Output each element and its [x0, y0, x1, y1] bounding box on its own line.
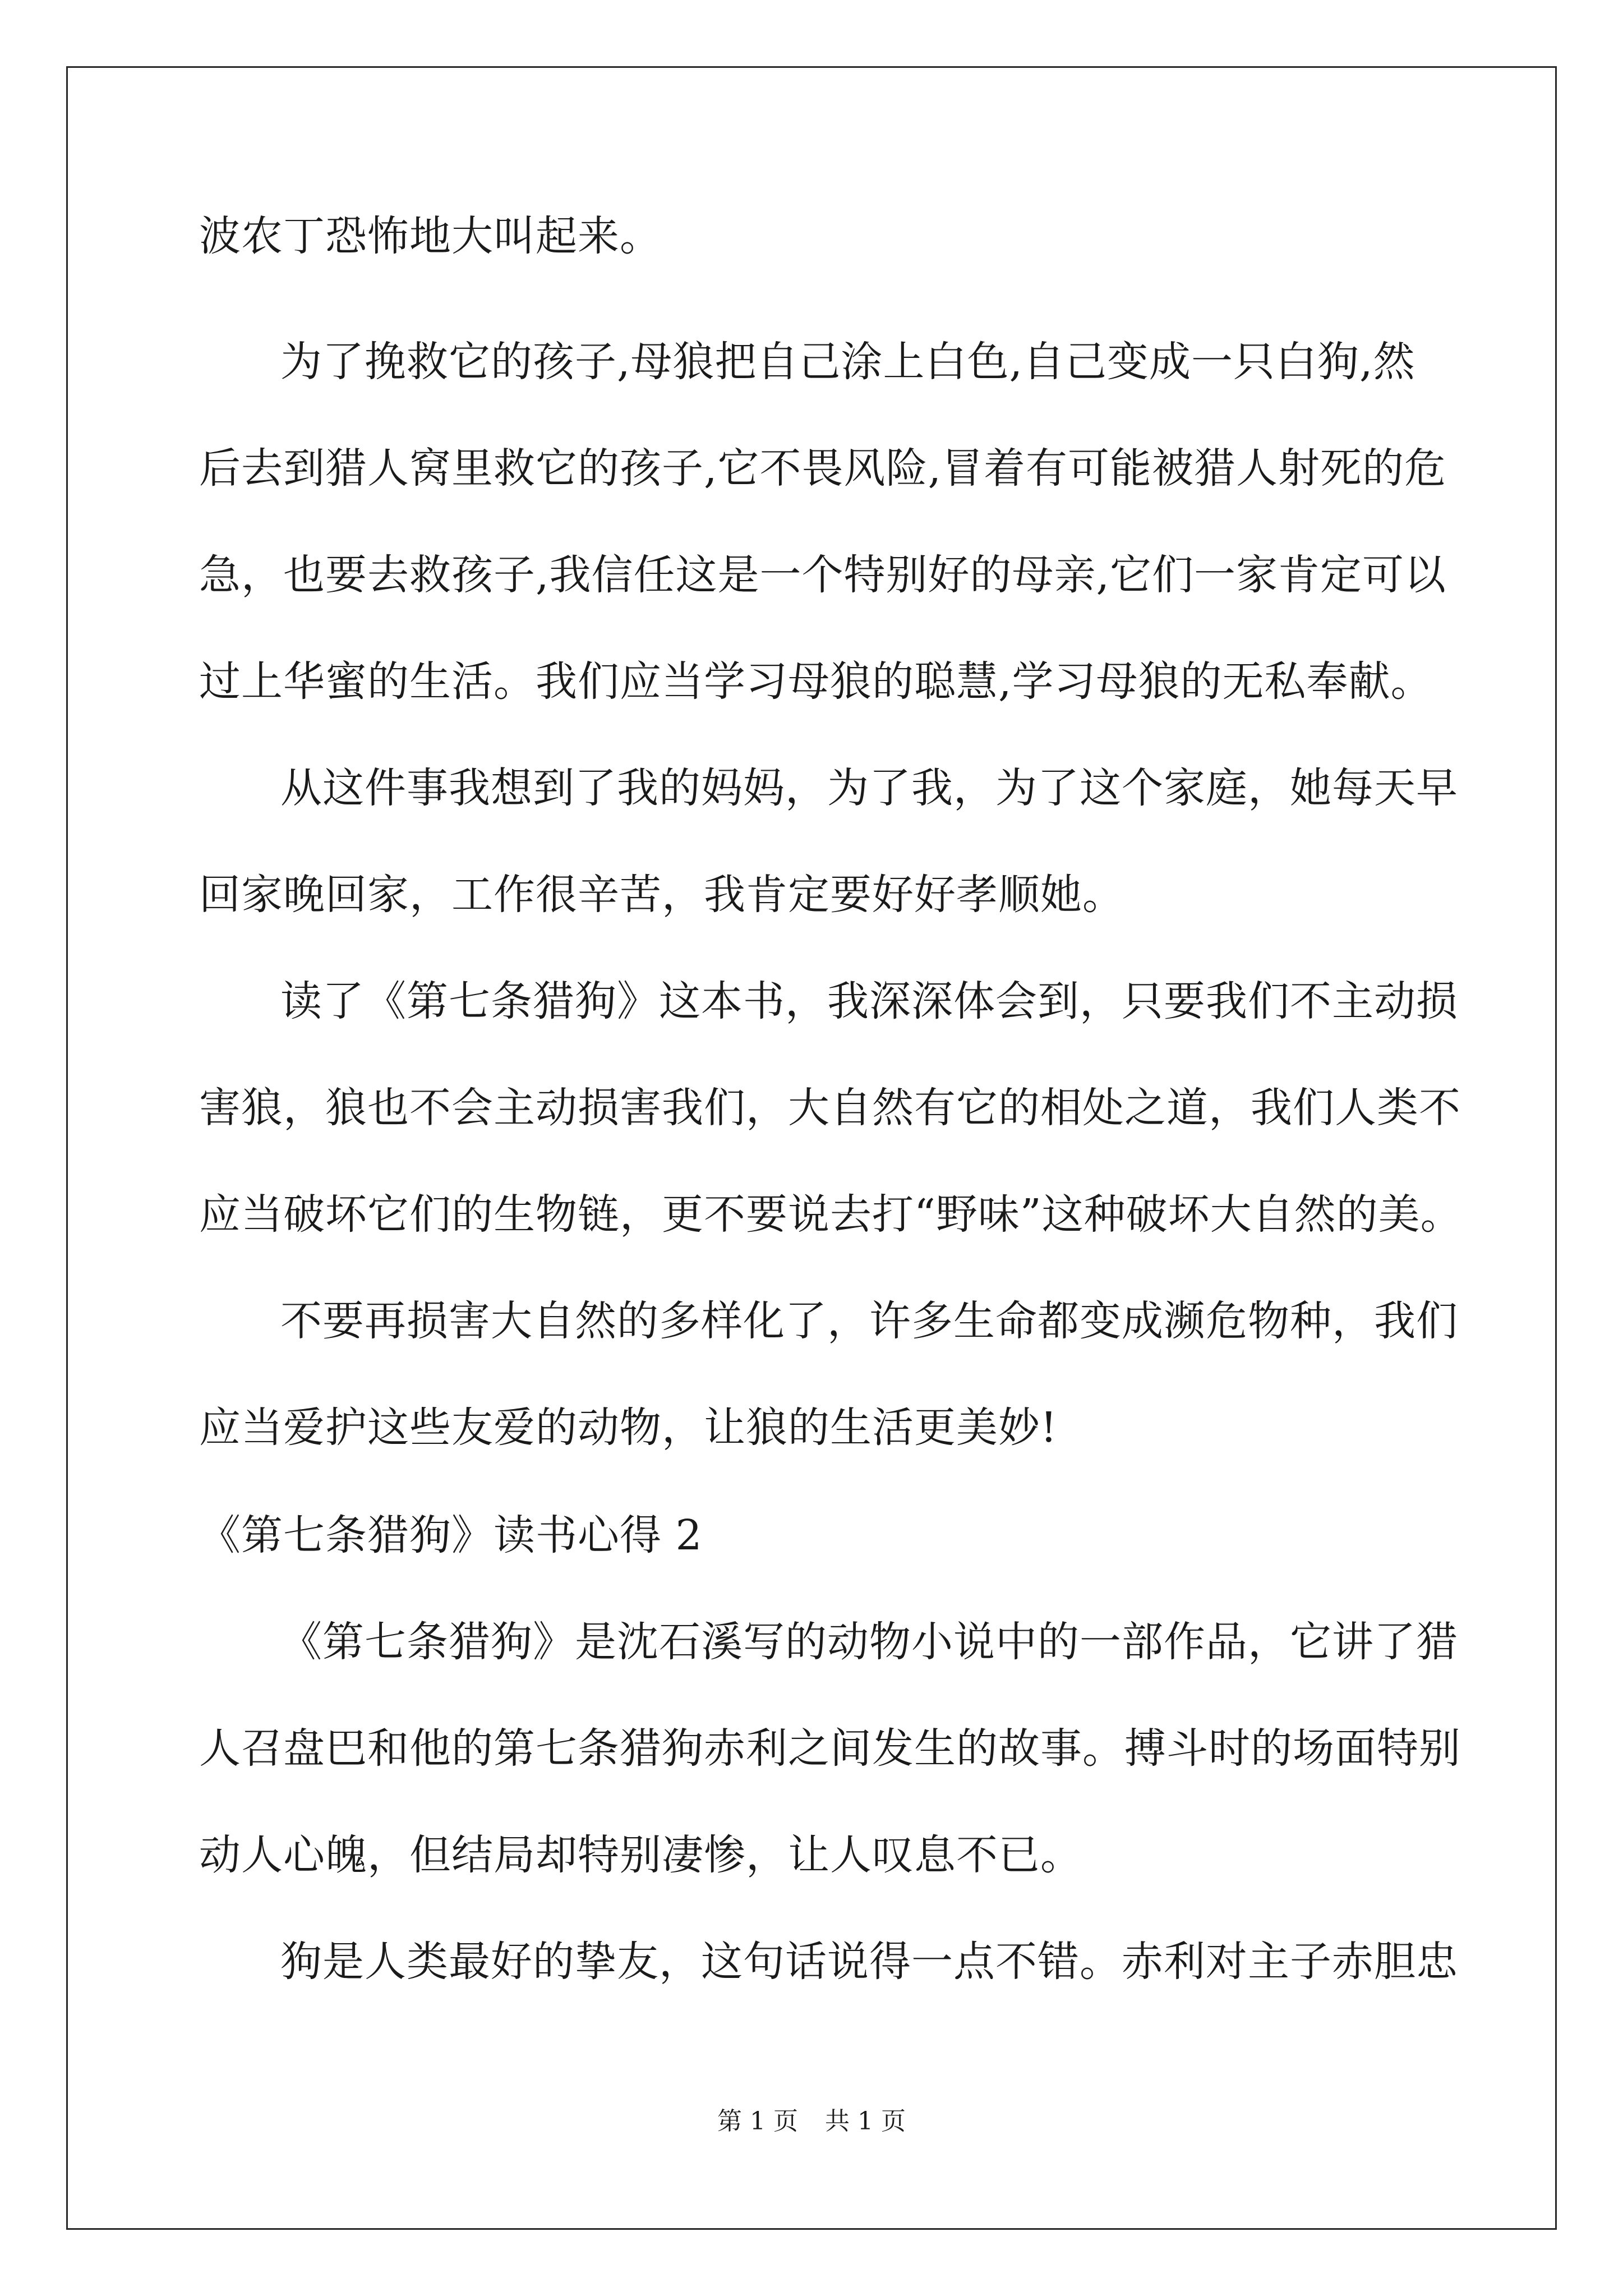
text-line: 后去到猎人窝里救它的孩子,它不畏风险,冒着有可能被猎人射死的危 — [199, 444, 1447, 493]
text-line: 从这件事我想到了我的妈妈，为了我，为了这个家庭，她每天早 — [280, 764, 1458, 812]
text-line: 狗是人类最好的挚友，这句话说得一点不错。赤利对主子赤胆忠 — [280, 1938, 1458, 1986]
text-line: 过上华蜜的生活。我们应当学习母狼的聪慧,学习母狼的无私奉献。 — [199, 657, 1433, 706]
page-border — [66, 66, 1557, 2230]
text-line: 应当破坏它们的生物链，更不要说去打“野味”这种破坏大自然的美。 — [199, 1190, 1463, 1239]
text-line: 害狼，狼也不会主动损害我们，大自然有它的相处之道，我们人类不 — [199, 1084, 1461, 1132]
page-footer — [0, 2109, 1623, 2134]
text-line: 应当爱护这些友爱的动物，让狼的生活更美妙! — [199, 1404, 1058, 1452]
page-total: 共 1 页 — [825, 2107, 906, 2136]
text-line: 动人心魄，但结局却特别凄惨，让人叹息不已。 — [199, 1831, 1082, 1879]
text-line: 为了挽救它的孩子,母狼把自己涂上白色,自己变成一只白狗,然 — [280, 338, 1415, 386]
text-line: 波农丁恐怖地大叫起来。 — [199, 212, 662, 260]
text-line: 人召盘巴和他的第七条猎狗赤利之间发生的故事。搏斗时的场面特别 — [199, 1724, 1461, 1773]
section-heading: 《第七条猎狗》读书心得 2 — [199, 1511, 703, 1559]
text-line: 不要再损害大自然的多样化了，许多生命都变成濒危物种，我们 — [280, 1297, 1458, 1345]
text-line: 《第七条猎狗》是沈石溪写的动物小说中的一部作品，它讲了猎 — [280, 1618, 1458, 1666]
text-line: 急，也要去救孩子,我信任这是一个特别好的母亲,它们一家肯定可以 — [199, 551, 1447, 599]
text-line: 回家晚回家，工作很辛苦，我肯定要好好孝顺她。 — [199, 871, 1124, 919]
text-line: 读了《第七条猎狗》这本书，我深深体会到，只要我们不主动损 — [280, 977, 1458, 1025]
page-number: 第 1 页 — [717, 2107, 798, 2136]
